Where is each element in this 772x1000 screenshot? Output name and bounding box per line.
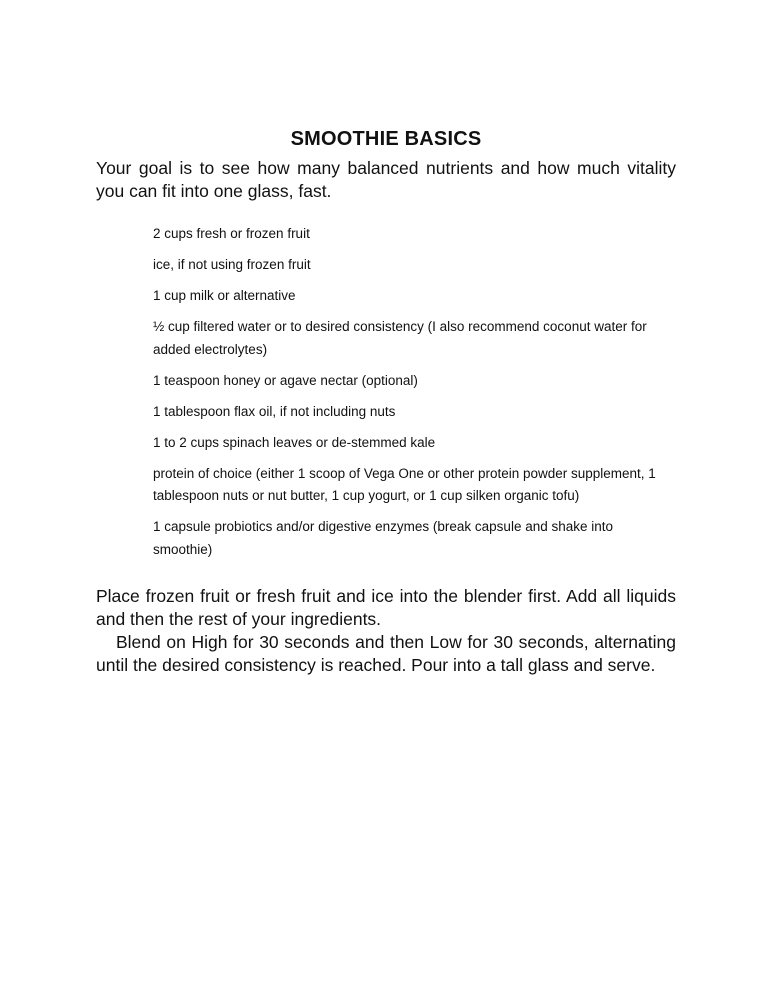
ingredient-item: protein of choice (either 1 scoop of Vega One or other protein powder supplement, 1 tablespoon nuts or nut butter, 1 cup yogurt, or 1 cup silken organic tofu) <box>153 465 656 503</box>
direction-paragraph: Blend on High for 30 seconds and then Low for 30 seconds, alternating until the desired consistency is reached. Pour into a tall glass and serve. <box>96 632 676 675</box>
directions-section <box>96 585 676 677</box>
ingredient-item: ice, if not using frozen fruit <box>153 257 311 272</box>
ingredient-item: 1 capsule probiotics and/or digestive enzymes (break capsule and shake into smoothie) <box>153 519 614 557</box>
ingredient-list <box>153 223 673 561</box>
ingredient-item: 2 cups fresh or frozen fruit <box>153 226 310 241</box>
ingredient-item: 1 to 2 cups spinach leaves or de-stemmed kale <box>153 434 436 450</box>
direction-paragraph: Place frozen fruit or fresh fruit and ice into the blender first. Add all liquids and then the rest of your ingredients. <box>96 586 676 629</box>
page-title: SMOOTHIE BASICS <box>290 128 482 150</box>
ingredient-item: 1 cup milk or alternative <box>153 288 296 303</box>
ingredient-item: ½ cup filtered water or to desired consistency (I also recommend coconut water for added electrolytes) <box>153 319 647 357</box>
intro-paragraph: Your goal is to see how many balanced nutrients and how much vitality you can fit into one glass, fast. <box>96 158 676 201</box>
recipe-page <box>96 128 676 677</box>
ingredient-item: 1 tablespoon flax oil, if not including nuts <box>153 403 396 419</box>
ingredient-item: 1 teaspoon honey or agave nectar (optional) <box>153 372 418 388</box>
